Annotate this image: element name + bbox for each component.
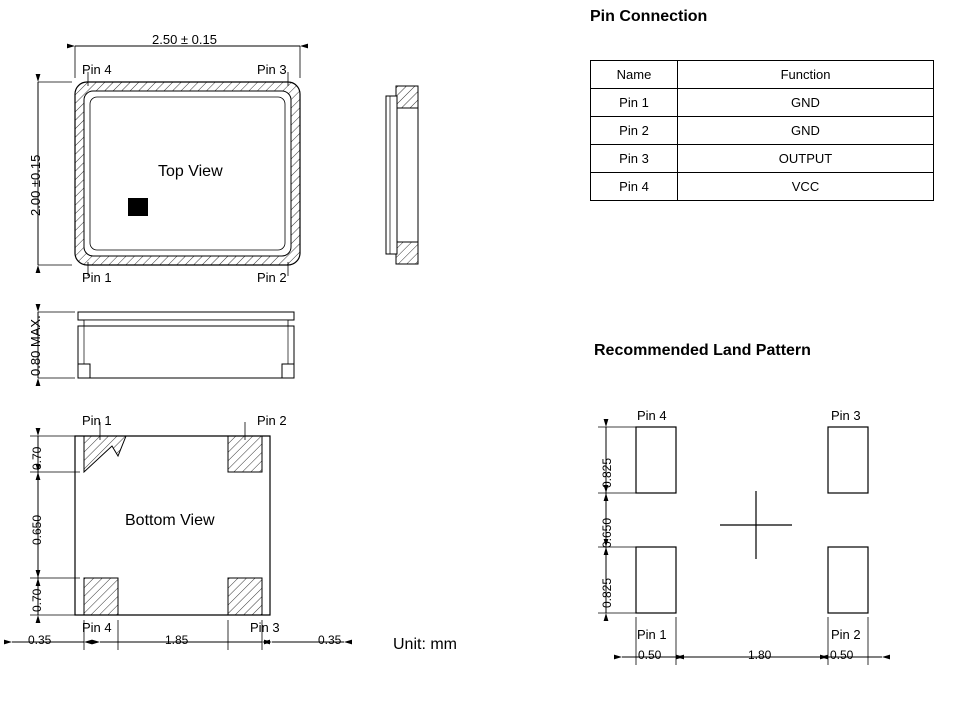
land-pattern-hdim-center: 1.80 [748, 648, 772, 662]
table-header-row [591, 61, 934, 89]
cell-pin-function: VCC [678, 173, 934, 201]
land-pattern-vdim-middle: 0.650 [600, 517, 614, 548]
cell-pin-name: Pin 2 [591, 117, 678, 145]
table-row [591, 117, 934, 145]
top-view-width-dimension: 2.50 ± 0.15 [152, 32, 217, 47]
land-pattern-vdim-top: 0.825 [600, 457, 614, 488]
cell-pin-name: Pin 4 [591, 173, 678, 201]
bottom-view-dim-bottom: 0.70 [30, 588, 44, 612]
cell-pin-function: GND [678, 117, 934, 145]
land-pattern-heading: Recommended Land Pattern [594, 342, 811, 359]
table-row [591, 89, 934, 117]
cell-pin-name: Pin 1 [591, 89, 678, 117]
bottom-view-pin2-label: Pin 2 [257, 413, 287, 428]
pin-connection-heading: Pin Connection [590, 8, 708, 25]
bottom-view-drawing [0, 400, 400, 670]
top-view-pin3-label: Pin 3 [257, 62, 287, 77]
top-view-pin2-label: Pin 2 [257, 270, 287, 285]
bottom-view-hdim-left: 0.35 [28, 633, 52, 647]
land-pattern-hdim-left: 0.50 [638, 648, 662, 662]
bottom-view-dim-top: 0.70 [30, 446, 44, 470]
cell-pin-name: Pin 3 [591, 145, 678, 173]
top-view-title: Top View [158, 163, 223, 180]
bottom-view-title: Bottom View [125, 512, 215, 529]
side-view-drawing [0, 298, 340, 398]
land-pattern-hdim-right: 0.50 [830, 648, 854, 662]
land-pattern-pin2-label: Pin 2 [831, 627, 861, 642]
land-pattern-pin4-label: Pin 4 [637, 408, 667, 423]
land-pattern-vdim-bottom: 0.825 [600, 577, 614, 608]
bottom-view-pin3-label: Pin 3 [250, 620, 280, 635]
land-pattern-pin1-label: Pin 1 [637, 627, 667, 642]
bottom-view-dim-middle: 0.650 [30, 514, 44, 545]
table-row [591, 145, 934, 173]
bottom-view-hdim-right: 0.35 [318, 633, 342, 647]
side-view-height-dimension: 0.80 MAX. [28, 315, 43, 376]
column-header-name: Name [591, 61, 678, 89]
column-header-function: Function [678, 61, 934, 89]
cell-pin-function: GND [678, 89, 934, 117]
cell-pin-function: OUTPUT [678, 145, 934, 173]
bottom-view-pin1-label: Pin 1 [82, 413, 112, 428]
pin-connection-table [590, 60, 934, 201]
land-pattern-pin3-label: Pin 3 [831, 408, 861, 423]
table-row [591, 173, 934, 201]
top-view-height-dimension: 2.00 ±0.15 [28, 154, 43, 216]
top-view-pin1-label: Pin 1 [82, 270, 112, 285]
unit-note: Unit: mm [393, 636, 457, 653]
bottom-view-hdim-center: 1.85 [165, 633, 189, 647]
bottom-view-pin4-label: Pin 4 [82, 620, 112, 635]
top-view-pin4-label: Pin 4 [82, 62, 112, 77]
